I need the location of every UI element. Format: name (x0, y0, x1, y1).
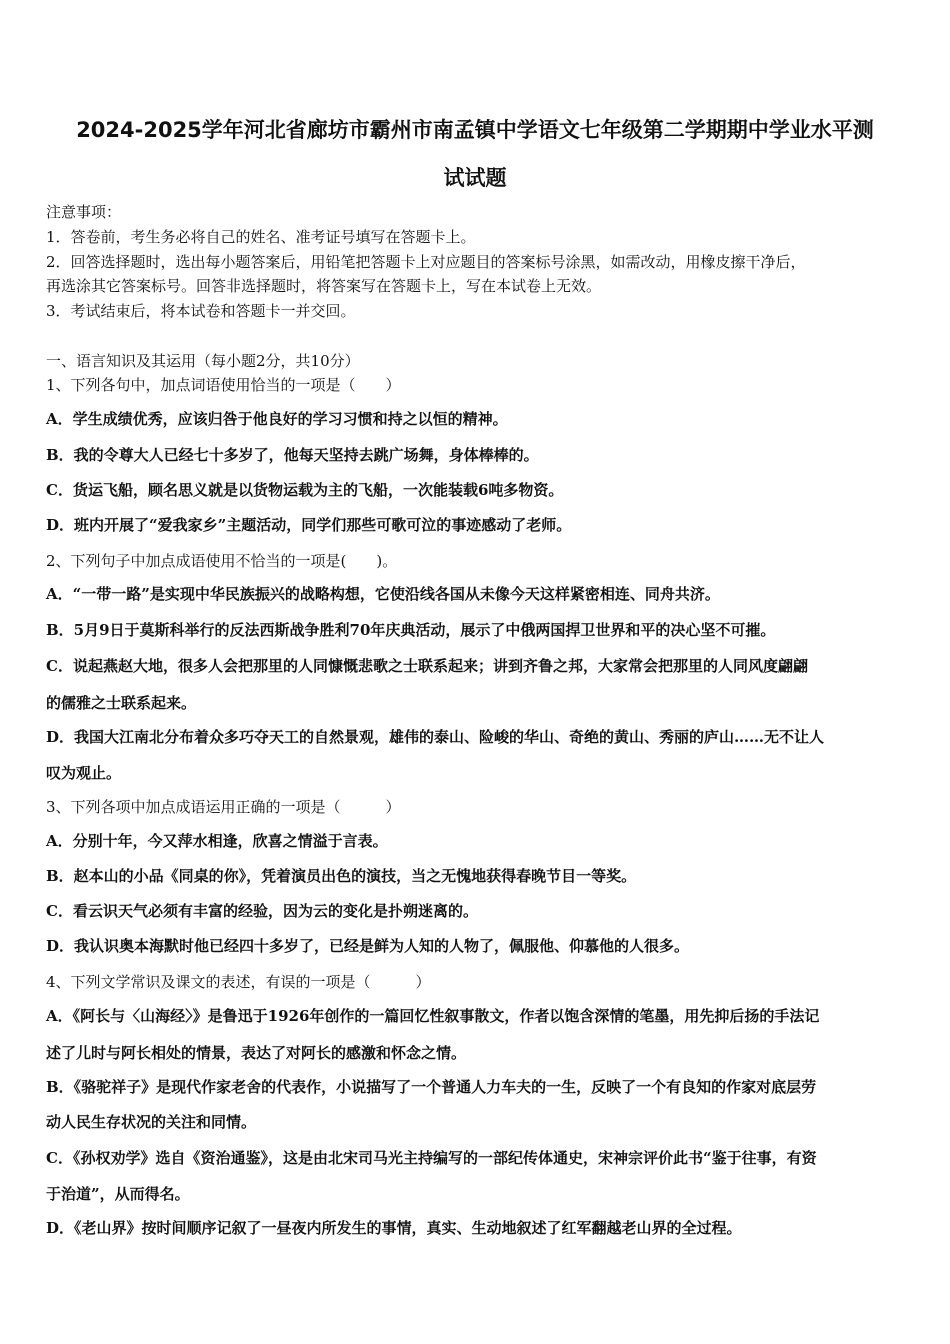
q2-option-c-line1: C．说起燕赵大地，很多人会把那里的人同慷慨悲歌之士联系起来；讲到齐鲁之邦，大家常会把那里的人同风度翩翩 (46, 657, 808, 675)
q2-option-d-line2: 叹为观止。 (46, 764, 122, 782)
notice-heading: 注意事项： (46, 203, 122, 221)
q3-option-a: A．分别十年，今又萍水相逢，欣喜之情溢于言表。 (46, 832, 388, 850)
section-heading: 一、语言知识及其运用（每小题2分，共10分） (46, 352, 360, 370)
q4-stem: 4、下列文学常识及课文的表述，有误的一项是（ ） (46, 973, 431, 991)
q4-option-a-line2: 述了儿时与阿长相处的情景，表达了对阿长的感激和怀念之情。 (46, 1044, 467, 1062)
q2-option-b: B．5月9日于莫斯科举行的反法西斯战争胜利70年庆典活动，展示了中俄两国捍卫世界和平的决心坚不可摧。 (46, 621, 776, 639)
q2-stem: 2、下列句子中加点成语使用不恰当的一项是( )。 (46, 552, 398, 570)
q3-stem: 3、下列各项中加点成语运用正确的一项是（ ） (46, 798, 401, 816)
q3-option-d: D．我认识奥本海默时他已经四十多岁了，已经是鲜为人知的人物了，佩服他、仰慕他的人很多。 (46, 937, 690, 955)
q1-option-d: D．班内开展了“爱我家乡”主题活动，同学们那些可歌可泣的事迹感动了老师。 (46, 516, 572, 534)
q1-option-b: B．我的令尊大人已经七十多岁了，他每天坚持去跳广场舞，身体棒棒的。 (46, 446, 539, 464)
q4-option-c-line1: C．《孙权劝学》选自《资治通鉴》，这是由北宋司马光主持编写的一部纪传体通史，宋神宗评价此书“鉴于往事，有资 (46, 1149, 817, 1167)
notice-item-1: 1．答卷前，考生务必将自己的姓名、准考证号填写在答题卡上。 (46, 228, 476, 246)
exam-title-line2: 试试题 (443, 166, 507, 190)
q2-option-c-line2: 的儒雅之士联系起来。 (46, 694, 197, 712)
notice-item-3: 3．考试结束后，将本试卷和答题卡一并交回。 (46, 302, 356, 320)
q4-option-a-line1: A．《阿长与〈山海经〉》是鲁迅于1926年创作的一篇回忆性叙事散文，作者以饱含深情的笔墨，用先抑后扬的手法记 (46, 1007, 820, 1025)
q3-option-b: B．赵本山的小品《同桌的你》，凭着演员出色的演技，当之无愧地获得春晚节目一等奖。 (46, 867, 637, 885)
q2-option-d-line1: D．我国大江南北分布着众多巧夺天工的自然景观，雄伟的泰山、险峻的华山、奇绝的黄山、秀丽的庐山……无不让人 (46, 728, 825, 746)
q4-option-c-line2: 于治道”，从而得名。 (46, 1185, 190, 1203)
q4-option-b-line2: 动人民生存状况的关注和同情。 (46, 1113, 257, 1131)
notice-item-2a: 2．回答选择题时，选出每小题答案后，用铅笔把答题卡上对应题目的答案标号涂黑，如需改动，用橡皮擦干净后， (46, 253, 806, 271)
q4-option-b-line1: B．《骆驼祥子》是现代作家老舍的代表作，小说描写了一个普通人力车夫的一生，反映了一个有良知的作家对底层劳 (46, 1078, 817, 1096)
q1-stem: 1、下列各句中，加点词语使用恰当的一项是（ ） (46, 376, 401, 394)
q3-option-c: C．看云识天气必须有丰富的经验，因为云的变化是扑朔迷离的。 (46, 902, 478, 920)
q1-option-a: A．学生成绩优秀，应该归咎于他良好的学习习惯和持之以恒的精神。 (46, 410, 508, 428)
q4-option-d: D．《老山界》按时间顺序记叙了一昼夜内所发生的事情，真实、生动地叙述了红军翻越老山界的全过程。 (46, 1219, 742, 1237)
exam-title-line1: 2024-2025学年河北省廊坊市霸州市南孟镇中学语文七年级第二学期期中学业水平测 (76, 118, 874, 142)
notice-item-2b: 再选涂其它答案标号。回答非选择题时，将答案写在答题卡上，写在本试卷上无效。 (46, 277, 602, 295)
q2-option-a: A．“一带一路”是实现中华民族振兴的战略构想，它使沿线各国从未像今天这样紧密相连、同舟共济。 (46, 585, 720, 603)
q1-option-c: C．货运飞船，顾名思义就是以货物运载为主的飞船，一次能装载6吨多物资。 (46, 481, 564, 499)
